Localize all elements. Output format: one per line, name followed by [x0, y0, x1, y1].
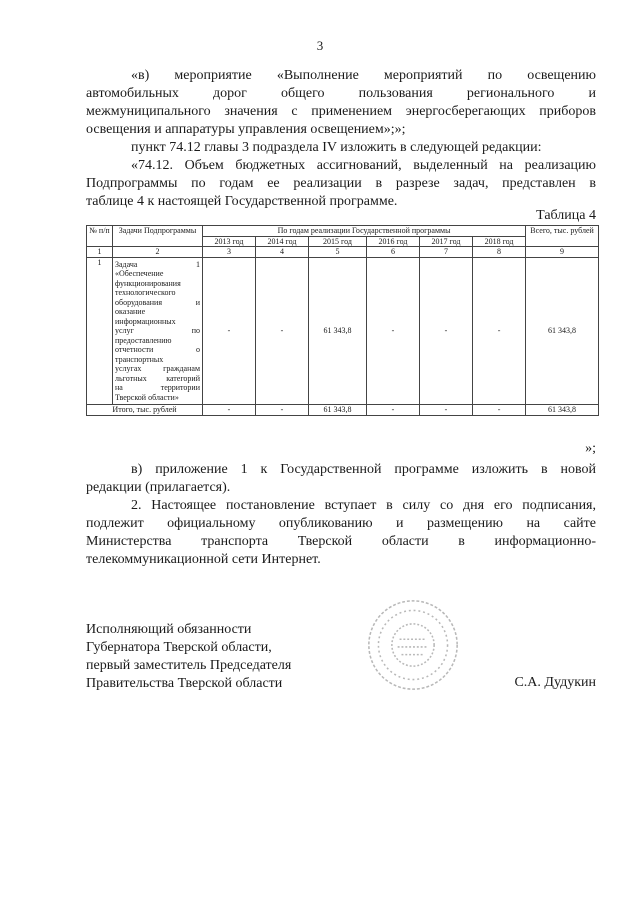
task-line: функционирования	[115, 278, 181, 288]
value-cell: 61 343,8	[309, 257, 367, 405]
paragraph-entry-into-force	[86, 497, 596, 569]
paragraph-7412-text	[86, 157, 596, 211]
official-stamp	[365, 597, 461, 693]
signature-line: Губернатора Тверской области,	[86, 640, 272, 655]
col-number: 2	[113, 247, 203, 258]
table-colnum-row	[87, 247, 599, 258]
year-cell: 2016 год	[367, 236, 420, 247]
text-line: «74.12. Объем бюджетных ассигнований, выделенный на реализацию	[131, 158, 596, 173]
text-line: подлежит официальному опубликованию и размещению на сайте	[86, 516, 596, 531]
task-line: на территории	[115, 383, 200, 392]
text-line: Подпрограммы по годам ее реализации в разрезе задач, представлен в	[86, 176, 596, 191]
task-line: услугах гражданам	[115, 364, 200, 373]
task-line: оказание	[115, 307, 146, 316]
total-cell: -	[420, 405, 473, 416]
text-line: межмуниципального значения с применением энергосберегающих приборов	[86, 104, 596, 119]
paragraph-appendix	[86, 461, 596, 497]
col-number: 8	[473, 247, 526, 258]
total-label: Итого, тыс. рублей	[87, 405, 203, 416]
year-cell: 2018 год	[473, 236, 526, 247]
total-cell: -	[473, 405, 526, 416]
text-line: таблице 4 к настоящей Государственной программе.	[86, 194, 398, 209]
signer-name: С.А. Дудукин	[514, 675, 596, 690]
text-line: редакции (прилагается).	[86, 480, 231, 495]
text-line: «в) мероприятие «Выполнение мероприятий по освещению	[131, 68, 596, 83]
col-number: 6	[367, 247, 420, 258]
page-number: 3	[316, 38, 324, 53]
task-line: отчетности о	[115, 345, 200, 354]
text-line: автомобильных дорог общего пользования регионального и	[86, 86, 596, 101]
task-line: услуг по	[115, 326, 200, 335]
value-cell: -	[420, 257, 473, 405]
col-number: 3	[203, 247, 256, 258]
task-line: Задача 1	[115, 259, 200, 269]
value-cell: -	[367, 257, 420, 405]
col-number: 9	[526, 247, 599, 258]
task-line: Тверской области»	[115, 392, 179, 402]
budget-table	[86, 225, 599, 416]
text-line: телекоммуникационной сети Интернет.	[86, 552, 321, 567]
signature-line: первый заместитель Председателя	[86, 658, 292, 673]
closing-quote: »;	[585, 441, 596, 456]
total-cell: -	[203, 405, 256, 416]
signature-line: Правительства Тверской области	[86, 676, 283, 691]
col-number: 1	[87, 247, 113, 258]
task-line: предоставлению	[115, 335, 172, 345]
task-line: транспортных	[115, 354, 164, 364]
text-line: Министерства транспорта Тверской области в информационно-	[86, 534, 596, 549]
task-line: оборудования и	[115, 297, 200, 307]
signature-line: Исполняющий обязанности	[86, 622, 252, 637]
total-cell: 61 343,8	[526, 405, 599, 416]
paragraph-measure-v	[86, 67, 596, 139]
header-task: Задачи Подпрограммы	[113, 226, 203, 247]
text-line: освещения и аппаратуры управления освещением»;»;	[86, 122, 406, 137]
task-line: льготных категорий	[115, 373, 200, 383]
total-cell: -	[256, 405, 309, 416]
table-caption: Таблица 4	[536, 208, 596, 223]
value-cell: -	[256, 257, 309, 405]
paragraph-point-7412	[86, 139, 596, 157]
table-total-row	[87, 405, 599, 416]
header-num: № п/п	[87, 226, 113, 247]
text-line: пункт 74.12 главы 3 подраздела IV изложить в следующей редакции:	[131, 140, 542, 155]
year-cell: 2013 год	[203, 236, 256, 247]
task-line: информационных	[115, 316, 176, 326]
header-total: Всего, тыс. рублей	[526, 226, 599, 247]
task-line: технологического	[115, 288, 176, 297]
year-cell: 2014 год	[256, 236, 309, 247]
row-num: 1	[87, 257, 113, 405]
text-line: в) приложение 1 к Государственной программе изложить в новой	[131, 462, 596, 477]
table-header-row	[87, 226, 599, 237]
total-cell: -	[367, 405, 420, 416]
col-number: 4	[256, 247, 309, 258]
col-number: 7	[420, 247, 473, 258]
year-cell: 2015 год	[309, 236, 367, 247]
year-cell: 2017 год	[420, 236, 473, 247]
header-years: По годам реализации Государственной программы	[203, 226, 526, 237]
value-cell: -	[473, 257, 526, 405]
signature-block	[86, 621, 291, 693]
table-row	[87, 257, 599, 405]
text-line: 2. Настоящее постановление вступает в силу со дня его подписания,	[131, 498, 596, 513]
total-cell: 61 343,8	[309, 405, 367, 416]
col-number: 5	[309, 247, 367, 258]
task-description	[113, 257, 203, 405]
task-line: «Обеспечение	[115, 269, 164, 278]
value-cell: 61 343,8	[526, 257, 599, 405]
value-cell: -	[203, 257, 256, 405]
